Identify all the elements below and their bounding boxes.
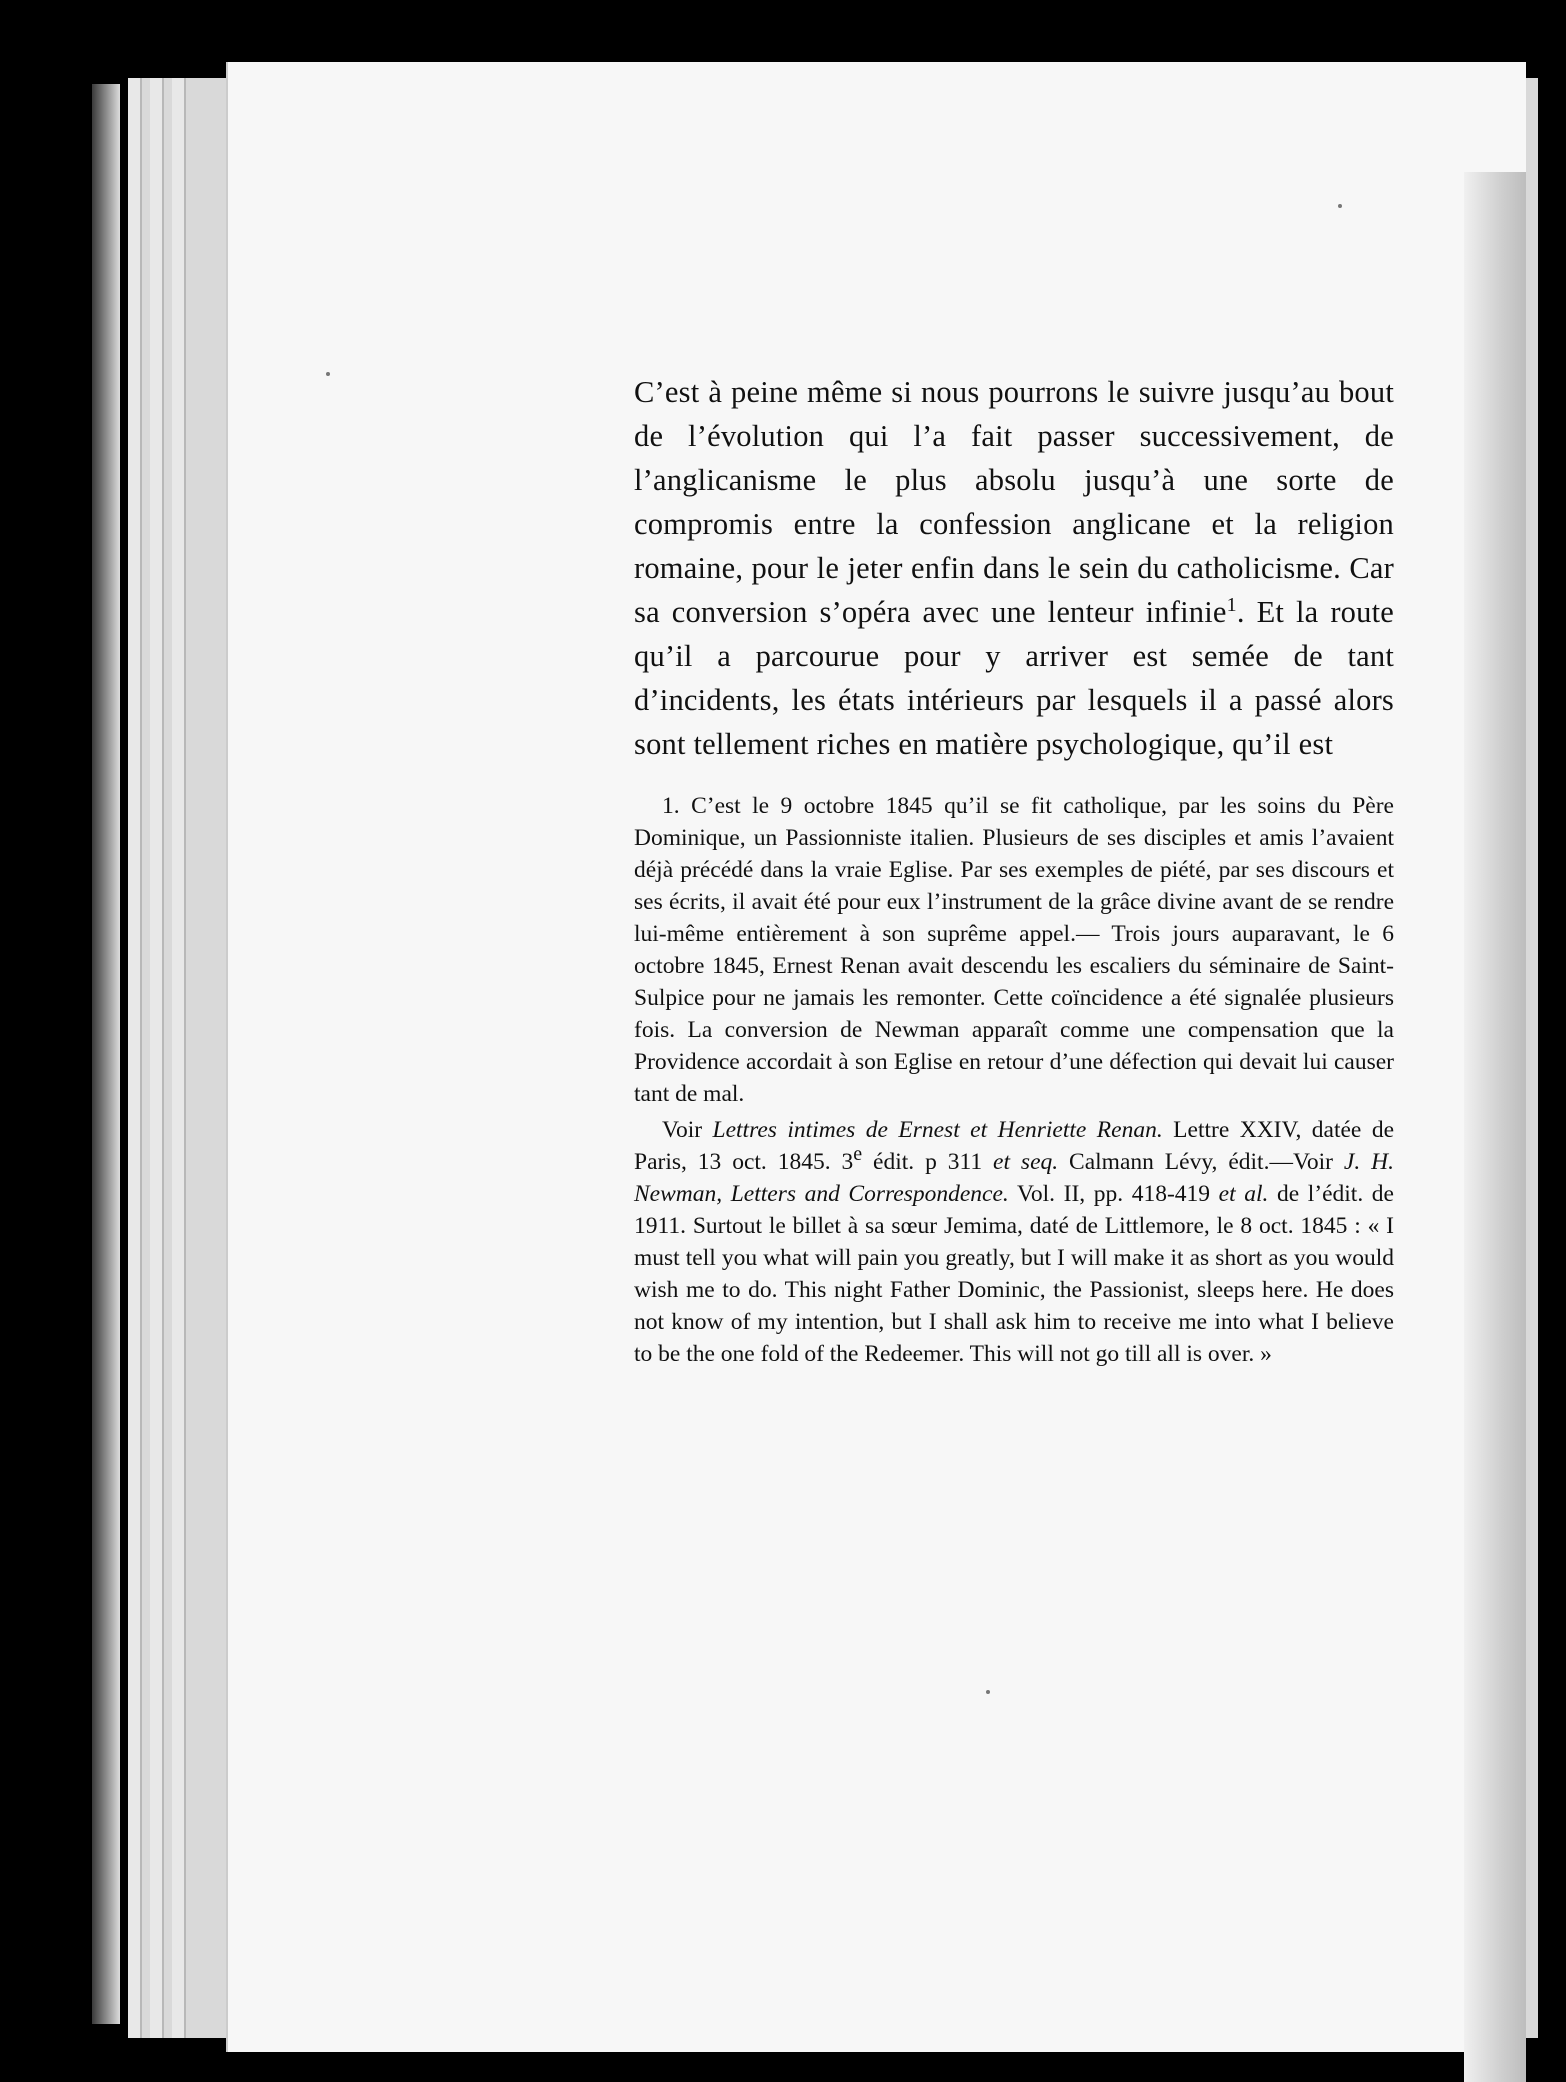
- edition-superscript: e: [853, 1143, 863, 1166]
- main-paragraph: [634, 370, 1394, 766]
- scan-speck: [326, 372, 330, 376]
- scan-speck: [1338, 204, 1342, 208]
- footnote-text: édit. p 311: [862, 1149, 994, 1175]
- scan-left-shadow: [92, 84, 120, 2024]
- footnote-text: C’est le 9 octobre 1845 qu’il se fit catholique, par les soins du Père Dominique, un Passionniste italien. Plusieurs de ses disciples et amis l’avaient déjà précédé dans la vraie Eglise. Par ses exemples de piété, par ses discours et ses écrits, il avait été pour eux l’instrument de la grâce divine avant de se rendre lui-même entièrement à son suprême appel.— Trois jours auparavant, le 6 octobre 1845, Ernest Renan avait descendu les escaliers du séminaire de Saint-Sulpice pour ne jamais les remonter. Cette coïncidence a été signalée plusieurs fois. La conversion de Newman apparaît comme une compensation que la Providence accordait à son Eglise en retour d’une défection qui devait lui causer tant de mal.: [634, 793, 1394, 1107]
- page-content: [634, 370, 1394, 1370]
- page-edge: [150, 78, 164, 2038]
- book-title-newman: J. H. Newman, Letters and Correspondence.: [634, 1149, 1394, 1207]
- footnote-reference: 1: [1226, 593, 1237, 616]
- et-al: et al.: [1218, 1181, 1269, 1207]
- footnote-text: de l’édit. de 1911. Surtout le billet à sa sœur Jemima, daté de Littlemore, le 8 oct. 1845 : « I must tell you what will pain you greatly, but I will make it as short as you would wish me to do. This night Father Dominic, the Passionist, sleeps here. He does not know of my intention, but I shall ask him to receive me into what I believe to be the one fold of the Redeemer. This will not go till all is over. »: [634, 1181, 1394, 1367]
- scan-speck: [986, 1690, 990, 1694]
- page-edge: [128, 78, 142, 2038]
- footnote-voir: Voir: [662, 1117, 713, 1143]
- footnote-text: Calmann Lévy, édit.—Voir: [1058, 1149, 1344, 1175]
- footnote-number: 1.: [662, 793, 680, 819]
- et-seq: et seq.: [993, 1149, 1059, 1175]
- main-text-part: C’est à peine même si nous pourrons le suivre jusqu’au bout de l’évolution qui l’a fait passer successivement, de l’anglicanisme le plus absolu jusqu’à une sorte de compromis entre la confession anglicane et la religion romaine, pour le jeter enfin dans le sein du catholicisme. Car sa conversion s’opéra avec une lenteur infinie: [634, 375, 1394, 629]
- page-edge: [172, 78, 186, 2038]
- footnote-text: Lettre XXIV, datée de Paris, 13 oct. 1845. 3: [634, 1117, 1394, 1175]
- footnote-paragraph: [634, 790, 1394, 1110]
- footnote-text: Vol. II, pp. 418-419: [1008, 1181, 1219, 1207]
- book-title-renan: Lettres intimes de Ernest et Henriette Renan.: [712, 1117, 1163, 1143]
- footnote-references: [634, 1114, 1394, 1370]
- page-binding-shadow: [1464, 172, 1526, 2082]
- main-text-continuation: . Et la route qu’il a parcourue pour y arriver est semée de tant d’incidents, les états intérieurs par lesquels il a passé alors sont tellement riches en matière psychologique, qu’il est: [634, 595, 1394, 761]
